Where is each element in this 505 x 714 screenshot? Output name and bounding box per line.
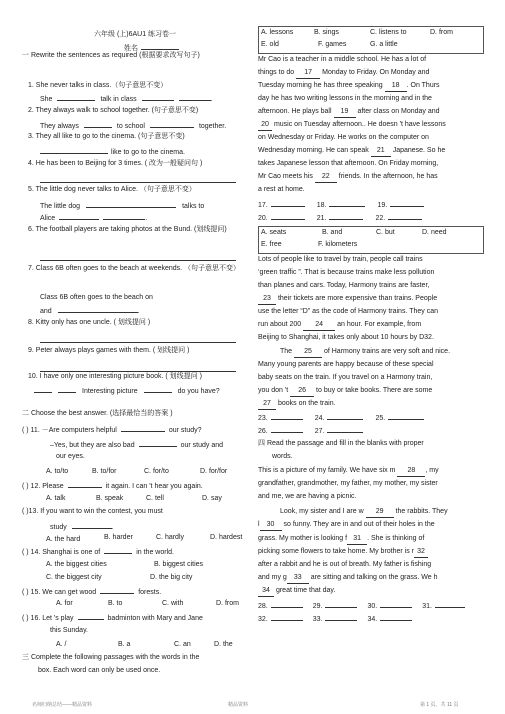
name-label: 姓名: [124, 43, 179, 54]
q12-option-a[interactable]: A. talk: [46, 495, 66, 502]
p1-line-6: 20 music on Tuesday afternoon.. He doesn 't have lessons: [258, 121, 446, 131]
q2-text: 2. They always walk to school together. (句子意思不变): [28, 107, 199, 114]
q1-text: 1. She never talks in class.（句子意思不变）: [28, 82, 168, 89]
p4-line-9: and my g 33 are sitting and talking on the grass. We h: [258, 574, 437, 584]
q5-blank-3[interactable]: [103, 213, 145, 220]
answers-20-22: 20. 21. 22.: [258, 213, 422, 224]
p2-line-1: Lots of people like to travel by train, people call trains: [258, 256, 423, 263]
p1-line-3: Tuesday morning he has three speaking 18 . On Thurs: [258, 82, 440, 92]
q5-text: 5. The little dog never talks to Alice. （句子意思不变）: [28, 186, 196, 193]
answer-18[interactable]: [329, 200, 365, 207]
p4-line-7: picking some flowers to take home. My brother is r 32: [258, 548, 428, 558]
p1-line-2: things to do 17 Monday to Friday. On Monday and: [258, 69, 429, 79]
box1-f: F. games: [318, 41, 347, 48]
q13-option-b[interactable]: B. harder: [104, 534, 133, 541]
q6-answer-line[interactable]: [40, 254, 236, 265]
q15-blank[interactable]: [100, 587, 134, 594]
answer-17[interactable]: [271, 200, 305, 207]
p1-line-9: takes Japanese lesson that afternoon. On Friday morning,: [258, 160, 439, 167]
q14-blank[interactable]: [104, 547, 132, 554]
blank-30[interactable]: 30: [260, 521, 282, 531]
p2-line-4: 23 their tickets are more expensive than trains. People: [258, 295, 437, 305]
box2-c: C. but: [376, 229, 395, 236]
p2-line-7: Beijing to Shanghai, it takes only about 10 hours by D32.: [258, 334, 434, 341]
q3-text: 3. They all like to go to the cinema. (句子意思不变): [28, 133, 185, 140]
blank-33[interactable]: 33: [287, 574, 309, 584]
q15-option-c[interactable]: C. with: [162, 600, 184, 607]
p4-line-2: grandfather, grandmother, my father, my mother, my sister: [258, 480, 438, 487]
answer-31[interactable]: [435, 601, 465, 608]
box1-g: G. a little: [370, 41, 398, 48]
answer-20[interactable]: [271, 213, 305, 220]
q4-text: 4. He has been to Beijing for 3 times. ( 改为一般疑问句 ): [28, 160, 203, 167]
box2-b: B. and: [322, 229, 343, 236]
q11-option-d[interactable]: D. for/for: [200, 468, 228, 475]
q11-option-c[interactable]: C. for/to: [144, 468, 169, 475]
blank-17[interactable]: 17: [296, 69, 320, 79]
q12: ( ) 12. Please it again. I can 't hear you again.: [22, 483, 203, 490]
q10-blank-3[interactable]: [144, 386, 172, 393]
q11-option-a[interactable]: A. to/to: [46, 468, 69, 475]
q10-blank-2[interactable]: [58, 386, 76, 393]
blank-26[interactable]: 26: [290, 387, 314, 397]
q16: ( ) 16. Let 's play badminton with Mary and Jane: [22, 615, 203, 622]
q7-rewrite-1: Class 6B often goes to the beach on: [40, 294, 153, 301]
q13-option-c[interactable]: C. hardly: [156, 534, 185, 541]
q15: ( ) 15. We can get wood forests.: [22, 589, 162, 596]
q13-blank[interactable]: [72, 522, 112, 529]
box1-e: E. old: [261, 41, 279, 48]
part1-heading: 一 Rewrite the sentences as required (根据要求改写句子): [22, 52, 200, 59]
q13-line2: study .: [50, 524, 114, 531]
q15-option-a[interactable]: A. for: [56, 600, 73, 607]
q11-option-b[interactable]: B. to/for: [92, 468, 117, 475]
p1-line-10: Mr Cao meets his 22 friends. In the afternoon, he has: [258, 173, 438, 183]
p2-line-10: baby seats on the train. If you travel on a Harmony train,: [258, 374, 433, 381]
answer-33[interactable]: [325, 614, 357, 621]
p4-line-1: This is a picture of my family. We have six m 28 , my: [258, 467, 439, 477]
q16-option-a[interactable]: A. /: [56, 641, 67, 648]
q5-rewrite-2: Alice .: [40, 215, 148, 222]
answer-30[interactable]: [380, 601, 412, 608]
part2-heading: 二 Choose the best answer. (选择最恰当的答案 ): [22, 410, 173, 417]
blank-18[interactable]: 18: [385, 82, 407, 92]
q10-blank-1[interactable]: [34, 386, 52, 393]
q9-text: 9. Peter always plays games with them. ( 划线提问 ): [28, 347, 190, 354]
blank-25[interactable]: 25: [294, 348, 322, 358]
q13: ( )13. If you want to win the contest, you must: [22, 508, 163, 515]
p2-line-2: ‘green traffic ”. That is because trains make less pollution: [258, 269, 435, 276]
footer-center: 精品资料: [228, 701, 249, 708]
blank-23[interactable]: 23: [258, 295, 276, 305]
answer-21[interactable]: [329, 213, 363, 220]
p2-line-11: you don 't 26 to buy or take books. There are some: [258, 387, 432, 397]
box1-c: C. listens to: [370, 29, 407, 36]
word-box-2: [258, 226, 484, 254]
q1-blank-1[interactable]: [57, 94, 95, 101]
q12-option-d[interactable]: D. say: [202, 495, 222, 502]
q5-rewrite-1: The little dog talks to: [40, 203, 205, 210]
q10-rewrite: Interesting picture do you have?: [34, 386, 220, 397]
q15-option-b[interactable]: B. to: [108, 600, 123, 607]
q2-blank-2[interactable]: [150, 121, 194, 128]
box1-d: D. from: [430, 29, 453, 36]
q14-option-b[interactable]: B. biggest cities: [154, 561, 204, 568]
p1-line-1: Mr Cao is a teacher in a middle school. He has a lot of: [258, 56, 427, 63]
q11-line2: –Yes, but they are also bad our study and: [50, 442, 224, 449]
q7-blank[interactable]: [58, 306, 138, 313]
q12-option-c[interactable]: C. tell: [146, 495, 164, 502]
answer-25[interactable]: [388, 413, 424, 420]
p1-line-5: afternoon. He plays ball 19 after class on Monday and: [258, 108, 440, 118]
p2-line-5: use the letter “D” as the code of Harmony trains. They can: [258, 308, 439, 315]
p1-line-11: a rest at home.: [258, 186, 305, 193]
q15-option-d[interactable]: D. from: [216, 600, 239, 607]
q11-line3: our eyes.: [56, 453, 85, 460]
q8-text: 8. Kitty only has one uncle. ( 划线提问 ): [28, 319, 151, 326]
q2-blank-1[interactable]: [84, 121, 112, 128]
blank-27[interactable]: 27: [258, 400, 276, 410]
answer-29[interactable]: [325, 601, 357, 608]
q14-option-d[interactable]: D. the big city: [150, 574, 193, 581]
q7-text: 7. Class 6B often goes to the beach at weekends. （句子意思不变）: [28, 265, 241, 272]
q5-blank-1[interactable]: [86, 201, 176, 208]
p4-line-4: Look, my sister and I are w 29 the rabbits. They: [280, 508, 448, 518]
p1-line-8: Wednesday morning. He can speak 21 Japanese. So he: [258, 147, 445, 157]
q1-blank-3[interactable]: [179, 94, 211, 101]
box2-a: A. seats: [261, 229, 287, 236]
p2-line-3: than planes and cars. Today, Harmony trains are faster,: [258, 282, 430, 289]
answer-22[interactable]: [388, 213, 422, 220]
q16-line2: this Sunday.: [50, 627, 89, 634]
q13-option-a[interactable]: A. the hard: [46, 536, 81, 543]
footer-left: 名师归纳总结——精品资料: [32, 701, 93, 708]
answers-23-25: 23. 24. 25.: [258, 413, 424, 424]
worksheet-title: 六年级 (上)6AU1 练习卷一: [94, 31, 177, 38]
p1-line-7: on Wednesday or Friday. He works on the computer on: [258, 134, 429, 141]
blank-22[interactable]: 22: [315, 173, 337, 183]
q14-option-a[interactable]: A. the biggest cities: [46, 561, 107, 568]
q11-blank-2[interactable]: [139, 440, 177, 447]
answers-26-27: 26. 27.: [258, 426, 363, 437]
p2-line-12: 27 books on the train.: [258, 400, 336, 410]
q14-option-c[interactable]: C. the biggest city: [46, 574, 102, 581]
blank-29[interactable]: 29: [366, 508, 394, 518]
q2-rewrite: They always to school together.: [40, 123, 227, 130]
p1-line-4: day he has two writing lessons in the morning and in the: [258, 95, 432, 102]
answers-32-34: 32. 33. 34.: [258, 614, 412, 625]
p2-line-8: The 25 of Harmony trains are very soft and nice.: [280, 348, 450, 358]
q1-blank-2[interactable]: [142, 94, 174, 101]
q16-option-c[interactable]: C. an: [174, 641, 191, 648]
blank-34[interactable]: 34: [258, 587, 274, 597]
part4-heading-2: words.: [272, 453, 293, 460]
answers-17-19: 17. 18. 19.: [258, 200, 424, 211]
q3-blank[interactable]: [40, 147, 108, 154]
q12-blank[interactable]: [68, 481, 102, 488]
answer-28[interactable]: [271, 601, 303, 608]
p2-line-6: run about 200 24 an hour. For example, from: [258, 321, 421, 331]
answer-19[interactable]: [390, 200, 424, 207]
part4-heading: 四 Read the passage and fill in the blanks with proper: [258, 440, 424, 447]
p4-line-3: and me, we are having a picnic.: [258, 493, 357, 500]
q14: ( ) 14. Shanghai is one of in the world.: [22, 549, 174, 556]
answer-27[interactable]: [327, 426, 363, 433]
q5-blank-2[interactable]: [59, 213, 99, 220]
footer-page: 第 1 页，共 11 页: [420, 701, 459, 708]
q6-text: 6. The football players are taking photos at the Bund. (划线提问): [28, 226, 227, 233]
part3-heading-2: box. Each word can only be used once.: [38, 667, 161, 674]
name-field[interactable]: [141, 43, 179, 50]
box1-a: A. lessons: [261, 29, 294, 36]
q13-option-d[interactable]: D. hardest: [210, 534, 243, 541]
q11-blank-1[interactable]: [121, 425, 165, 432]
q16-option-d[interactable]: D. the: [214, 641, 233, 648]
answers-28-31: 28. 29. 30. 31.: [258, 601, 465, 612]
box1-b: B. sings: [314, 29, 339, 36]
blank-21[interactable]: 21: [371, 147, 391, 157]
q10-text: 10. I have only one interesting picture book. ( 划线提问 ): [28, 373, 202, 380]
answer-23[interactable]: [271, 413, 303, 420]
box2-f: F. kilometers: [318, 241, 358, 248]
answer-24[interactable]: [327, 413, 363, 420]
p4-line-8: after a rabbit and he is out of breath. My father is fishing: [258, 561, 432, 568]
box2-e: E. free: [261, 241, 282, 248]
blank-32[interactable]: 32: [414, 548, 428, 558]
blank-24[interactable]: 24: [303, 321, 335, 331]
q7-rewrite-2: and .: [40, 308, 140, 315]
q16-option-b[interactable]: B. a: [118, 641, 131, 648]
p4-line-10: 34 great time that day.: [258, 587, 335, 597]
q16-blank[interactable]: [78, 613, 104, 620]
blank-28[interactable]: 28: [397, 467, 425, 477]
q8-answer-line[interactable]: [40, 336, 236, 347]
answer-26[interactable]: [271, 426, 303, 433]
p4-line-6: grass. My mother is looking f 31 . She is thinking of: [258, 535, 424, 545]
blank-19[interactable]: 19: [334, 108, 356, 118]
q1-rewrite: She talk in class .: [40, 96, 213, 103]
blank-20[interactable]: 20: [258, 121, 272, 131]
box2-d: D. need: [422, 229, 447, 236]
q11: ( ) 11. －Are computers helpful our study?: [22, 427, 202, 434]
q3-rewrite: like to go to the cinema.: [40, 147, 185, 158]
p2-line-9: Many young parents are happy because of these special: [258, 361, 434, 368]
answer-34[interactable]: [380, 614, 412, 621]
q12-option-b[interactable]: B. speak: [96, 495, 124, 502]
part3-heading: 三 Complete the following passages with the words in the: [22, 654, 200, 661]
answer-32[interactable]: [271, 614, 303, 621]
p4-line-5: l 30 so funny. They are in and out of their holes in the: [258, 521, 435, 531]
blank-31[interactable]: 31: [347, 535, 367, 545]
